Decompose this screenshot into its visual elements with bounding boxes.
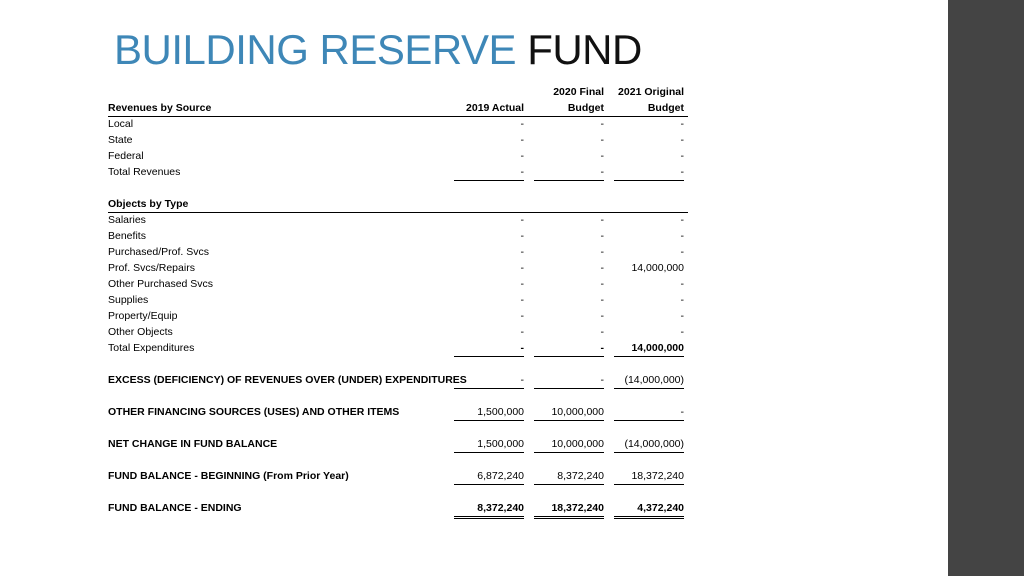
cell-v1: - xyxy=(520,278,524,290)
cell-v1: - xyxy=(454,164,524,181)
row-label: Local xyxy=(108,118,134,130)
cell-v3: (14,000,000) xyxy=(614,372,684,389)
title-part-1: BUILDING RESERVE xyxy=(114,26,517,73)
revenues-header-row xyxy=(108,100,688,116)
cell-v3: - xyxy=(680,134,684,146)
right-sidebar-panel xyxy=(948,0,1024,576)
object-row xyxy=(108,308,688,324)
cell-v3: 18,372,240 xyxy=(614,468,684,485)
cell-v3: - xyxy=(680,150,684,162)
row-label: Other Purchased Svcs xyxy=(108,278,214,290)
objects-header-row xyxy=(108,196,688,212)
cell-v1: - xyxy=(520,262,524,274)
cell-v2: - xyxy=(600,262,604,274)
object-row xyxy=(108,292,688,308)
cell-v2: - xyxy=(600,326,604,338)
fund-balance-ending-row xyxy=(108,500,688,516)
col-header-2020-line1: 2020 Final xyxy=(553,86,604,98)
object-row xyxy=(108,324,688,340)
row-label: Salaries xyxy=(108,214,146,226)
col-header-2020-line2: Budget xyxy=(567,102,604,114)
cell-v3: (14,000,000) xyxy=(614,436,684,453)
excess-deficiency-row xyxy=(108,372,688,388)
revenue-row xyxy=(108,116,688,132)
cell-v1: 1,500,000 xyxy=(454,436,524,453)
object-row xyxy=(108,244,688,260)
row-label: Federal xyxy=(108,150,144,162)
row-label: Supplies xyxy=(108,294,149,306)
row-label: NET CHANGE IN FUND BALANCE xyxy=(108,438,278,450)
cell-v1: - xyxy=(520,134,524,146)
cell-v3: - xyxy=(680,278,684,290)
row-label: FUND BALANCE - BEGINNING (From Prior Year) xyxy=(108,470,349,482)
row-label: Property/Equip xyxy=(108,310,178,322)
cell-v1: - xyxy=(520,118,524,130)
cell-v3: - xyxy=(614,164,684,181)
cell-v2: 18,372,240 xyxy=(534,500,604,519)
col-header-2021-line2: Budget xyxy=(647,102,684,114)
cell-v1: - xyxy=(454,340,524,357)
net-change-row xyxy=(108,436,688,452)
cell-v3: 14,000,000 xyxy=(631,262,684,274)
cell-v3: - xyxy=(680,118,684,130)
title-part-2: FUND xyxy=(527,26,642,73)
cell-v2: 10,000,000 xyxy=(534,436,604,453)
cell-v1: - xyxy=(520,310,524,322)
cell-v2: - xyxy=(600,150,604,162)
object-row xyxy=(108,212,688,228)
cell-v3: - xyxy=(680,214,684,226)
row-label: Benefits xyxy=(108,230,146,242)
row-label: Prof. Svcs/Repairs xyxy=(108,262,195,274)
cell-v2: - xyxy=(600,118,604,130)
cell-v3: 4,372,240 xyxy=(614,500,684,519)
row-label: Other Objects xyxy=(108,326,173,338)
cell-v1: - xyxy=(520,214,524,226)
objects-header: Objects by Type xyxy=(108,198,189,210)
cell-v2: - xyxy=(534,340,604,357)
row-label: EXCESS (DEFICIENCY) OF REVENUES OVER (UNDER) EXPENDITURES xyxy=(108,374,467,386)
object-row xyxy=(108,276,688,292)
other-financing-row xyxy=(108,404,688,420)
object-row xyxy=(108,260,688,276)
cell-v1: - xyxy=(520,326,524,338)
cell-v2: - xyxy=(534,164,604,181)
col-header-2019: 2019 Actual xyxy=(466,102,524,114)
cell-v2: - xyxy=(600,246,604,258)
object-row xyxy=(108,228,688,244)
col-header-2021-line1: 2021 Original xyxy=(618,86,684,98)
cell-v1: - xyxy=(520,294,524,306)
cell-v2: - xyxy=(600,294,604,306)
total-expenditures-row xyxy=(108,340,688,356)
cell-v3: 14,000,000 xyxy=(614,340,684,357)
cell-v2: - xyxy=(600,214,604,226)
cell-v1: - xyxy=(520,230,524,242)
cell-v1: - xyxy=(520,246,524,258)
revenue-row xyxy=(108,148,688,164)
cell-v2: - xyxy=(600,310,604,322)
cell-v1: - xyxy=(454,372,524,389)
revenues-header: Revenues by Source xyxy=(108,102,212,114)
cell-v2: - xyxy=(600,230,604,242)
cell-v3: - xyxy=(614,404,684,421)
cell-v1: - xyxy=(520,150,524,162)
cell-v3: - xyxy=(680,230,684,242)
total-revenues-row xyxy=(108,164,688,180)
cell-v1: 8,372,240 xyxy=(454,500,524,519)
cell-v2: 8,372,240 xyxy=(534,468,604,485)
row-label: FUND BALANCE - ENDING xyxy=(108,502,242,514)
cell-v3: - xyxy=(680,294,684,306)
cell-v2: - xyxy=(600,134,604,146)
cell-v2: - xyxy=(600,278,604,290)
cell-v3: - xyxy=(680,326,684,338)
cell-v2: - xyxy=(534,372,604,389)
row-label: Total Revenues xyxy=(108,166,181,178)
cell-v2: 10,000,000 xyxy=(534,404,604,421)
row-label: OTHER FINANCING SOURCES (USES) AND OTHER ITEMS xyxy=(108,406,400,418)
cell-v1: 6,872,240 xyxy=(454,468,524,485)
row-label: Total Expenditures xyxy=(108,342,195,354)
row-label: State xyxy=(108,134,133,146)
fund-balance-beginning-row xyxy=(108,468,688,484)
revenue-row xyxy=(108,132,688,148)
cell-v1: 1,500,000 xyxy=(454,404,524,421)
cell-v3: - xyxy=(680,310,684,322)
row-label: Purchased/Prof. Svcs xyxy=(108,246,209,258)
cell-v3: - xyxy=(680,246,684,258)
